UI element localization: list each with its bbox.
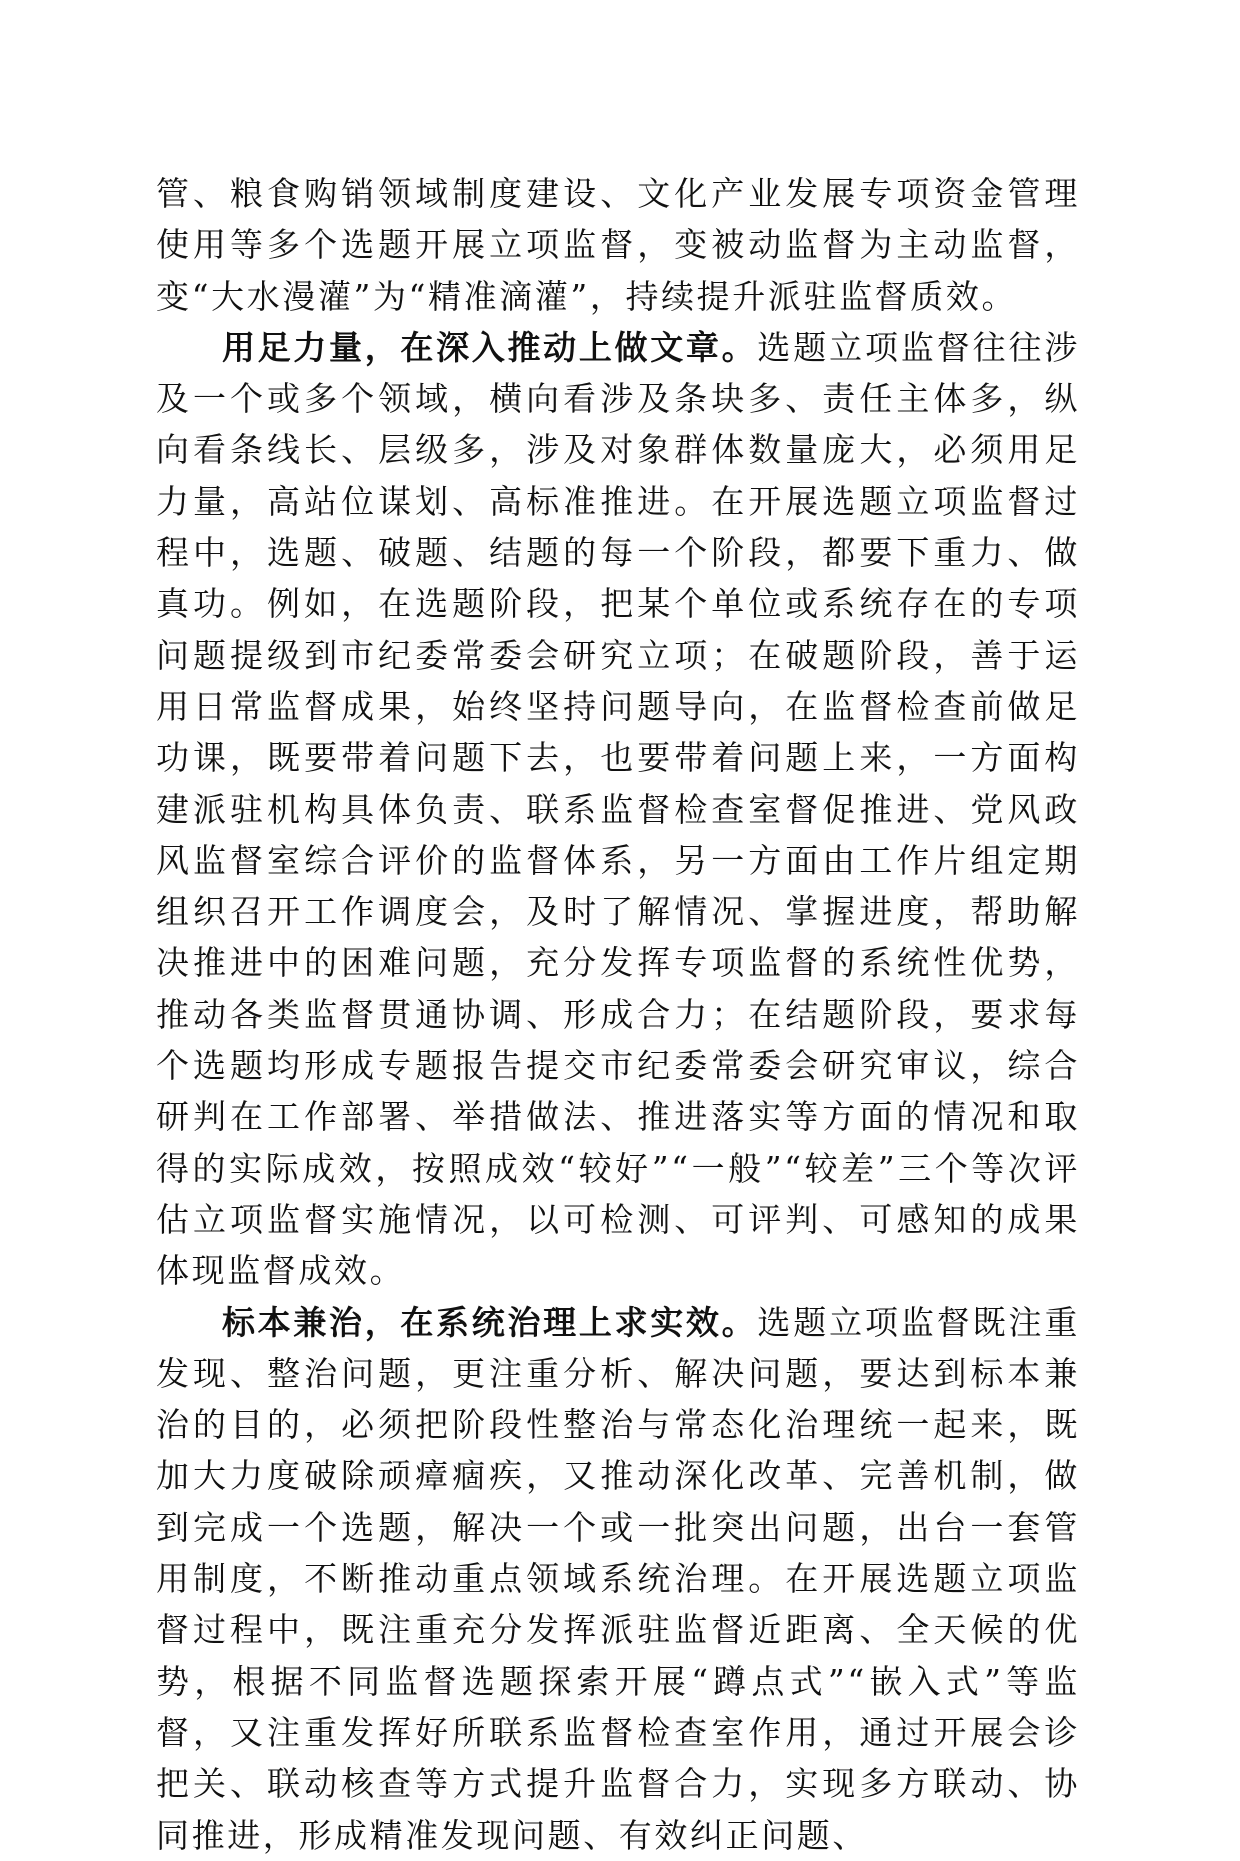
document-body [156,168,1080,1861]
paragraph-text: 管、粮食购销领域制度建设、文化产业发展专项资金管理使用等多个选题开展立项监督，变被动监督为主动监督，变“大水漫灌”为“精准滴灌”，持续提升派驻监督质效。 [156,174,1080,316]
paragraph-text: 选题立项监督既注重发现、整治问题，更注重分析、解决问题，要达到标本兼治的目的，必须把阶段性整治与常态化治理统一起来，既加大力度破除顽瘴痼疾，又推动深化改革、完善机制，做到完成一个选题，解决一个或一批突出问题，出台一套管用制度，不断推动重点领域系统治理。在开展选题立项监督过程中，既注重充分发挥派驻监督近距离、全天候的优势，根据不同监督选题探索开展“蹲点式”“嵌入式”等监督，又注重发挥好所联系监督检查室作用，通过开展会诊把关、联动核查等方式提升监督合力，实现多方联动、协同推进，形成精准发现问题、有效纠正问题、 [156,1302,1081,1855]
paragraph-continuation [156,168,1080,322]
paragraph-root-and-branch [156,1297,1080,1861]
paragraph-lead-heading: 标本兼治，在系统治理上求实效。 [222,1302,758,1342]
paragraph-lead-heading: 用足力量，在深入推动上做文章。 [222,327,758,367]
paragraph-text: 选题立项监督往往涉及一个或多个领域，横向看涉及条块多、责任主体多，纵向看条线长、层级多，涉及对象群体数量庞大，必须用足力量，高站位谋划、高标准推进。在开展选题立项监督过程中，选题、破题、结题的每一个阶段，都要下重力、做真功。例如，在选题阶段，把某个单位或系统存在的专项问题提级到市纪委常委会研究立项；在破题阶段，善于运用日常监督成果，始终坚持问题导向，在监督检查前做足功课，既要带着问题下去，也要带着问题上来，一方面构建派驻机构具体负责、联系监督检查室督促推进、党风政风监督室综合评价的监督体系，另一方面由工作片组定期组织召开工作调度会，及时了解情况、掌握进度，帮助解决推进中的困难问题，充分发挥专项监督的系统性优势，推动各类监督贯通协调、形成合力；在结题阶段，要求每个选题均形成专题报告提交市纪委常委会研究审议，综合研判在工作部署、举措做法、推进落实等方面的情况和取得的实际成效，按照成效“较好”“一般”“较差”三个等次评估立项监督实施情况，以可检测、可评判、可感知的成果体现监督成效。 [156,327,1081,1291]
paragraph-use-full-strength [156,322,1080,1297]
